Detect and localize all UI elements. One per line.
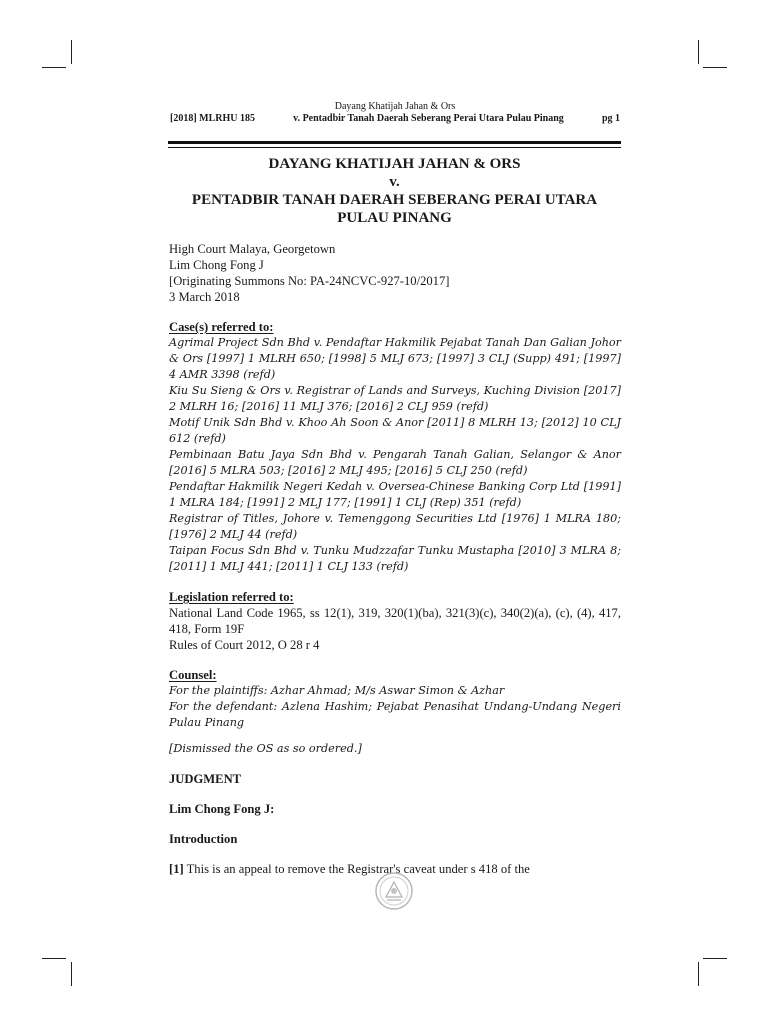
judgment-date: 3 March 2018: [169, 290, 240, 304]
header-rule-thin: [168, 147, 621, 148]
case-citation: Motif Unik Sdn Bhd v. Khoo Ah Soon & Anor [2011] 8 MLRH 13; [2012] 10 CLJ 612 (refd): [169, 416, 621, 445]
legislation-item: Rules of Court 2012, O 28 r 4: [169, 638, 320, 652]
legislation-heading: Legislation referred to:: [169, 590, 294, 604]
case-citation: Agrimal Project Sdn Bhd v. Pendaftar Hakmilik Pejabat Tanah Dan Galian Johor & Ors [1997] 1 MLRH 650; [1998] 5 MLJ 673; [1997] 3 CLJ (Supp) 491; [1997] 4 AMR 3398 (refd): [169, 336, 621, 381]
judgment-heading: JUDGMENT: [169, 772, 242, 786]
running-head-respondent: v. Pentadbir Tanah Daerah Seberang Perai Utara Pulau Pinang: [293, 113, 564, 124]
crop-mark: [71, 962, 72, 986]
case-citation: Taipan Focus Sdn Bhd v. Tunku Mudzzafar Tunku Mustapha [2010] 3 MLRA 8; [2011] 1 MLJ 441; [2011] 1 CLJ 133 (refd): [169, 544, 621, 573]
counsel-defendant: For the defendant: Azlena Hashim; Pejabat Penasihat Undang-Undang Negeri Pulau Pinang: [169, 700, 621, 729]
running-head-parties: Dayang Khatijah Jahan & Ors: [334, 101, 456, 112]
case-citation: Pembinaan Batu Jaya Sdn Bhd v. Pengarah Tanah Galian, Selangor & Anor [2016] 5 MLRA 503; [2016] 2 MLJ 495; [2016] 5 CLJ 250 (refd): [169, 448, 621, 477]
judge-heading: Lim Chong Fong J:: [169, 802, 275, 816]
title-versus: v.: [389, 174, 400, 190]
crop-mark: [71, 40, 72, 64]
title-plaintiff: DAYANG KHATIJAH JAHAN & ORS: [268, 156, 521, 172]
summons-number: [Originating Summons No: PA-24NCVC-927-10/2017]: [169, 274, 450, 288]
crop-mark: [42, 67, 66, 68]
paragraph-text: This is an appeal to remove the Registrar's caveat under s 418 of the: [186, 862, 530, 876]
disposition: [Dismissed the OS as so ordered.]: [169, 742, 362, 755]
crop-mark: [703, 958, 727, 959]
counsel-heading: Counsel:: [169, 668, 217, 682]
crop-mark: [698, 40, 699, 64]
crop-mark: [703, 67, 727, 68]
judge-name: Lim Chong Fong J: [169, 258, 264, 272]
crop-mark: [698, 962, 699, 986]
cases-referred-list: [169, 335, 621, 575]
introduction-heading: Introduction: [169, 832, 238, 846]
legislation-item: National Land Code 1965, ss 12(1), 319, 320(1)(ba), 321(3)(c), 340(2)(a), (c), (4), 417, 418, Form 19F: [169, 606, 621, 636]
paragraph-number: [1]: [169, 862, 184, 876]
case-citation: Registrar of Titles, Johore v. Temenggong Securities Ltd [1976] 1 MLRA 180; [1976] 2 MLJ 44 (refd): [169, 512, 621, 541]
title-defendant-line1: PENTADBIR TANAH DAERAH SEBERANG PERAI UTARA: [191, 192, 598, 208]
crop-mark: [42, 958, 66, 959]
header-rule-thick: [168, 141, 621, 144]
title-defendant-line2: PULAU PINANG: [337, 210, 452, 226]
page-number: pg 1: [601, 113, 620, 124]
running-head: [170, 101, 620, 124]
case-title: [168, 155, 621, 227]
case-citation: Pendaftar Hakmilik Negeri Kedah v. Oversea-Chinese Banking Corp Ltd [1991] 1 MLRA 184; [1991] 2 MLJ 177; [1991] 1 CLJ (Rep) 351 (refd): [169, 480, 621, 509]
running-head-citation: [2018] MLRHU 185: [170, 113, 255, 124]
counsel-plaintiffs: For the plaintiffs: Azhar Ahmad; M/s Aswar Simon & Azhar: [169, 684, 505, 697]
case-citation: Kiu Su Sieng & Ors v. Registrar of Lands and Surveys, Kuching Division [2017] 2 MLRH 16; [2016] 11 MLJ 376; [2016] 2 CLJ 959 (refd): [169, 384, 621, 413]
court-name: High Court Malaya, Georgetown: [169, 242, 336, 256]
document-body: [169, 241, 621, 877]
court-seal-icon: [374, 871, 414, 911]
cases-referred-heading: Case(s) referred to:: [169, 320, 274, 334]
